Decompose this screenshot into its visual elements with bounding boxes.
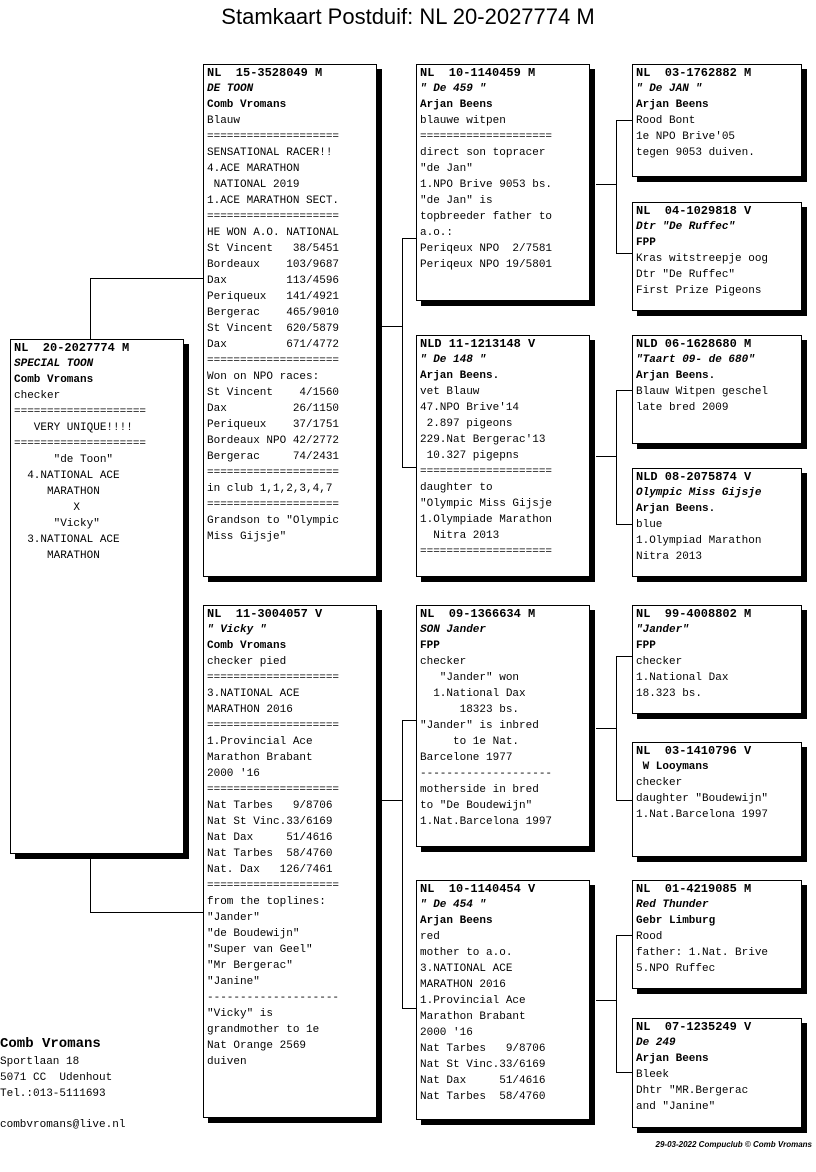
card-line: 47.NPO Brive'14 (420, 402, 520, 414)
card-line: "Olympic Miss Gijsje (420, 498, 553, 510)
connector-line (616, 524, 632, 525)
ring-number: NL 10-1140459 M (420, 66, 536, 80)
card-line: red (420, 931, 440, 943)
card-line: VERY UNIQUE!!!! (14, 422, 133, 434)
card-line: Nat St Vinc.33/6169 (207, 816, 333, 828)
card-line: 2000 '16 (207, 768, 260, 780)
card-line: Arjan Beens (420, 99, 493, 111)
card-line: Bordeaux 103/9687 (207, 259, 340, 271)
ring-number: NL 10-1140454 V (420, 882, 536, 896)
card-line: ==================== (14, 406, 147, 418)
card-line: Dax 113/4596 (207, 275, 340, 287)
card-line: Blauw (207, 115, 241, 127)
card-line: 1.ACE MARATHON SECT. (207, 195, 340, 207)
card-line: daughter to (420, 482, 493, 494)
card-line: Red Thunder (636, 899, 709, 911)
card-line: Nat Tarbes 58/4760 (420, 1091, 546, 1103)
card-line: 4.NATIONAL ACE (14, 470, 120, 482)
owner-block (0, 1034, 125, 1133)
card-line: Olympic Miss Gijsje (636, 487, 762, 499)
connector-line (596, 184, 616, 185)
card-line: -------------------- (420, 768, 553, 780)
card-line: 18.323 bs. (636, 688, 703, 700)
card-line: Miss Gijsje" (207, 531, 287, 543)
connector-line (382, 326, 402, 327)
card-line: Marathon Brabant (420, 1011, 526, 1023)
ring-number: NL 20-2027774 M (14, 341, 130, 355)
card-line: ==================== (420, 131, 553, 143)
pigeon-card-sire-dam (416, 335, 590, 577)
card-line: Nat St Vinc.33/6169 (420, 1059, 546, 1071)
card-line: Gebr Limburg (636, 915, 716, 927)
ring-number: NL 15-3528049 M (207, 66, 323, 80)
card-line: 3.NATIONAL ACE (14, 534, 120, 546)
ring-number: NLD 08-2075874 V (636, 470, 752, 484)
card-line: duiven (207, 1056, 247, 1068)
pigeon-card-dam (203, 605, 377, 1118)
card-line: "Janine" (207, 976, 260, 988)
pigeon-card-subject (10, 339, 184, 854)
connector-line (616, 1072, 632, 1073)
card-line: Blauw Witpen geschel (636, 386, 769, 398)
card-line: Grandson to "Olympic (207, 515, 340, 527)
card-line: " De 454 " (420, 899, 487, 911)
connector-line (616, 253, 632, 254)
card-line: 229.Nat Bergerac'13 (420, 434, 546, 446)
card-line: a.o.: (420, 227, 454, 239)
card-line: Nat Dax 51/4616 (207, 832, 333, 844)
ring-number: NLD 06-1628680 M (636, 337, 752, 351)
connector-line (402, 238, 403, 467)
card-line: " De 148 " (420, 354, 487, 366)
card-line: -------------------- (207, 992, 340, 1004)
card-line: ==================== (420, 466, 553, 478)
card-line: Periqueux 141/4921 (207, 291, 340, 303)
card-line: 2000 '16 (420, 1027, 473, 1039)
card-line: Nat Orange 2569 (207, 1040, 307, 1052)
card-line: Periqeux NPO 19/5801 (420, 259, 553, 271)
owner-address-line: Sportlaan 18 (0, 1056, 80, 1068)
card-line: blue (636, 519, 663, 531)
card-line: MARATHON 2016 (207, 704, 293, 716)
ring-number: NLD 11-1213148 V (420, 337, 536, 351)
card-line: De 249 (636, 1037, 676, 1049)
card-line: ==================== (207, 672, 340, 684)
owner-phone: Tel.:013-5111693 (0, 1088, 106, 1100)
card-line: to 1e Nat. (420, 736, 520, 748)
owner-name: Comb Vromans (0, 1036, 101, 1052)
pigeon-card-sire-sire-sire (632, 64, 802, 177)
pigeon-card-dam-dam-dam (632, 1018, 802, 1128)
card-line: St Vincent 4/1560 (207, 387, 340, 399)
pigeon-card-sire-dam-dam (632, 468, 802, 577)
card-line: 1.Olympiade Marathon (420, 514, 553, 526)
connector-line (596, 728, 616, 729)
card-line: blauwe witpen (420, 115, 506, 127)
card-line: ==================== (207, 720, 340, 732)
card-line: First Prize Pigeons (636, 285, 762, 297)
connector-line (616, 935, 632, 936)
card-line: topbreeder father to (420, 211, 553, 223)
card-line: tegen 9053 duiven. (636, 147, 755, 159)
card-line: from the toplines: (207, 896, 326, 908)
card-line: ==================== (207, 499, 340, 511)
card-line: Periqueux 37/1751 (207, 419, 340, 431)
card-line: Dhtr "MR.Bergerac (636, 1085, 749, 1097)
card-line: 10.327 pigepns (420, 450, 520, 462)
card-line: ==================== (207, 784, 340, 796)
connector-line (596, 1000, 616, 1001)
card-line: DE TOON (207, 83, 254, 95)
connector-line (616, 656, 632, 657)
card-line: father: 1.Nat. Brive (636, 947, 769, 959)
card-line: MARATHON (14, 550, 100, 562)
card-line: W Looymans (636, 761, 709, 773)
ring-number: NL 07-1235249 V (636, 1020, 752, 1034)
connector-line (402, 720, 403, 1008)
card-line: Marathon Brabant (207, 752, 313, 764)
card-line: 1.National Dax (420, 688, 526, 700)
ring-number: NL 11-3004057 V (207, 607, 323, 621)
card-line: late bred 2009 (636, 402, 729, 414)
pigeon-card-dam-dam (416, 880, 590, 1120)
card-line: "Jander" is inbred (420, 720, 539, 732)
card-line: SPECIAL TOON (14, 358, 94, 370)
card-line: motherside in bred (420, 784, 539, 796)
connector-line (90, 853, 91, 913)
card-line: Rood Bont (636, 115, 696, 127)
card-line: "Vicky" is (207, 1008, 274, 1020)
card-line: daughter "Boudewijn" (636, 793, 769, 805)
card-line: St Vincent 38/5451 (207, 243, 340, 255)
ring-number: NL 01-4219085 M (636, 882, 752, 896)
card-line: direct son topracer (420, 147, 546, 159)
card-line: ==================== (207, 131, 340, 143)
owner-address-line: 5071 CC Udenhout (0, 1072, 113, 1084)
card-line: MARATHON 2016 (420, 979, 506, 991)
card-line: ==================== (207, 880, 340, 892)
card-line: 1e NPO Brive'05 (636, 131, 736, 143)
pigeon-card-sire (203, 64, 377, 577)
card-line: 1.Nat.Barcelona 1997 (636, 809, 769, 821)
card-line: Comb Vromans (14, 374, 94, 386)
card-line: Arjan Beens. (636, 370, 716, 382)
card-line: NATIONAL 2019 (207, 179, 300, 191)
connector-line (596, 456, 616, 457)
card-line: Dtr "De Ruffec" (636, 221, 736, 233)
card-line: checker (14, 390, 61, 402)
card-line: FPP (420, 640, 440, 652)
pigeon-card-sire-dam-sire (632, 335, 802, 444)
card-line: Rood (636, 931, 663, 943)
card-line: Nat Tarbes 9/8706 (420, 1043, 546, 1055)
ring-number: NL 04-1029818 V (636, 204, 752, 218)
card-line: Comb Vromans (207, 640, 287, 652)
card-line: 2.897 pigeons (420, 418, 513, 430)
card-line: Barcelone 1977 (420, 752, 513, 764)
card-line: in club 1,1,2,3,4,7 (207, 483, 333, 495)
card-line: checker (420, 656, 467, 668)
connector-line (90, 278, 91, 340)
card-line: FPP (636, 237, 656, 249)
card-line: 1.Provincial Ace (207, 736, 313, 748)
card-line: ==================== (207, 211, 340, 223)
card-line: "Jander" (207, 912, 260, 924)
card-line: 18323 bs. (420, 704, 520, 716)
connector-line (616, 120, 617, 253)
card-line: 1.NPO Brive 9053 bs. (420, 179, 553, 191)
card-line: SENSATIONAL RACER!! (207, 147, 333, 159)
card-line: FPP (636, 640, 656, 652)
card-line: ==================== (207, 467, 340, 479)
card-line: 1.Provincial Ace (420, 995, 526, 1007)
ring-number: NL 03-1762882 M (636, 66, 752, 80)
card-line: Comb Vromans (207, 99, 287, 111)
card-line: checker (636, 777, 683, 789)
connector-line (616, 656, 617, 800)
owner-email: combvromans@live.nl (0, 1119, 126, 1131)
card-line: St Vincent 620/5879 (207, 323, 340, 335)
card-line: Arjan Beens (636, 99, 709, 111)
card-line: "Super van Geel" (207, 944, 313, 956)
card-line: "de Jan" is (420, 195, 493, 207)
card-line: "de Boudewijn" (207, 928, 300, 940)
pigeon-card-dam-dam-sire (632, 880, 802, 989)
card-line: 3.NATIONAL ACE (420, 963, 513, 975)
card-line: 3.NATIONAL ACE (207, 688, 300, 700)
card-line: "de Jan" (420, 163, 473, 175)
card-line: ==================== (420, 546, 553, 558)
card-line: "de Toon" (14, 454, 114, 466)
connector-line (616, 390, 617, 524)
card-line: Kras witstreepje oog (636, 253, 769, 265)
card-line: " De JAN " (636, 83, 703, 95)
card-line: Dax 671/4772 (207, 339, 340, 351)
card-line: Arjan Beens (636, 1053, 709, 1065)
card-line: Nat Dax 51/4616 (420, 1075, 546, 1087)
card-line: "Jander" won (420, 672, 520, 684)
card-line: Arjan Beens. (420, 370, 500, 382)
ring-number: NL 09-1366634 M (420, 607, 536, 621)
card-line: Dax 26/1150 (207, 403, 340, 415)
ring-number: NL 03-1410796 V (636, 744, 752, 758)
card-line: Dtr "De Ruffec" (636, 269, 736, 281)
connector-line (616, 800, 632, 801)
card-line: Arjan Beens (420, 915, 493, 927)
card-line: ==================== (207, 355, 340, 367)
card-line: and "Janine" (636, 1101, 716, 1113)
card-line: MARATHON (14, 486, 100, 498)
card-line: Nitra 2013 (420, 530, 500, 542)
card-line: Nat. Dax 126/7461 (207, 864, 333, 876)
card-line: checker (636, 656, 683, 668)
card-line: 5.NPO Ruffec (636, 963, 716, 975)
pigeon-card-dam-sire-sire (632, 605, 802, 714)
card-line: Arjan Beens. (636, 503, 716, 515)
connector-line (382, 800, 402, 801)
card-line: mother to a.o. (420, 947, 513, 959)
card-line: 1.Olympiad Marathon (636, 535, 762, 547)
card-line: checker pied (207, 656, 287, 668)
pigeon-card-sire-sire (416, 64, 590, 301)
card-line: Bergerac 465/9010 (207, 307, 340, 319)
card-line: Won on NPO races: (207, 371, 320, 383)
card-line: Nat Tarbes 58/4760 (207, 848, 333, 860)
pigeon-card-sire-sire-dam (632, 202, 802, 311)
card-line: "Vicky" (14, 518, 100, 530)
connector-line (616, 935, 617, 1072)
connector-line (616, 390, 632, 391)
card-line: X (14, 502, 81, 514)
card-line: Bergerac 74/2431 (207, 451, 340, 463)
card-line: grandmother to 1e (207, 1024, 320, 1036)
card-line: 4.ACE MARATHON (207, 163, 300, 175)
connector-line (90, 278, 204, 279)
card-line: Bordeaux NPO 42/2772 (207, 435, 340, 447)
ring-number: NL 99-4008802 M (636, 607, 752, 621)
card-line: Nitra 2013 (636, 551, 703, 563)
card-line: Nat Tarbes 9/8706 (207, 800, 333, 812)
card-line: 1.Nat.Barcelona 1997 (420, 816, 553, 828)
card-line: HE WON A.O. NATIONAL (207, 227, 340, 239)
card-line: ==================== (14, 438, 147, 450)
card-line: "Mr Bergerac" (207, 960, 293, 972)
card-line: to "De Boudewijn" (420, 800, 533, 812)
connector-line (90, 912, 204, 913)
card-line: Bleek (636, 1069, 670, 1081)
page-title: Stamkaart Postduif: NL 20-2027774 M (221, 4, 595, 29)
pigeon-card-dam-sire (416, 605, 590, 847)
connector-line (616, 120, 632, 121)
card-line: " De 459 " (420, 83, 487, 95)
card-line: "Jander" (636, 624, 689, 636)
card-line: Periqeux NPO 2/7581 (420, 243, 553, 255)
card-line: vet Blauw (420, 386, 480, 398)
card-line: 1.National Dax (636, 672, 729, 684)
card-line: SON Jander (420, 624, 487, 636)
card-line: " Vicky " (207, 624, 267, 636)
pigeon-card-dam-sire-dam (632, 742, 802, 857)
card-line: "Taart 09- de 680" (636, 354, 755, 366)
footer-credit: 29-03-2022 Compuclub © Comb Vromans (655, 1140, 812, 1149)
